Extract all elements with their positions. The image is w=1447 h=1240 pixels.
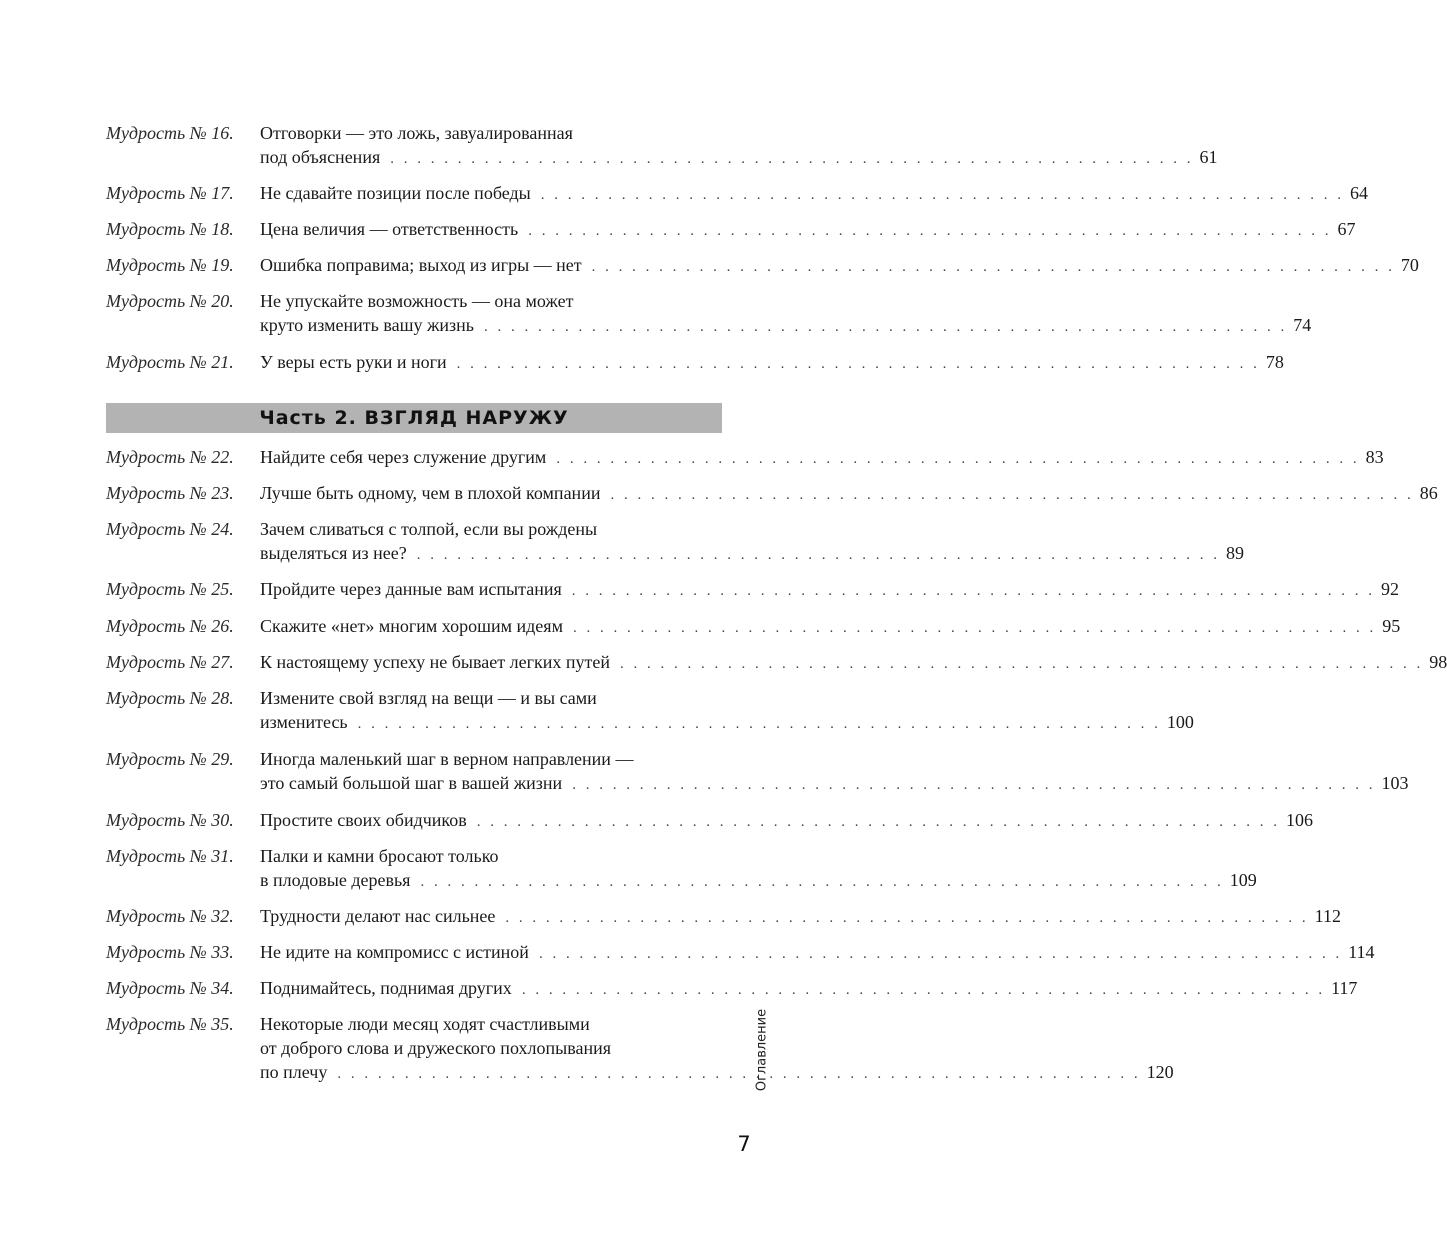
toc-entry-25[interactable] bbox=[106, 577, 1399, 603]
page-ref: 98 bbox=[1429, 652, 1447, 672]
dot-leader: . . . . . . . . . . . . . . . . . . . . . . . . . . . . . . . . . . . . . . . . . . . . . . . . . . . . . . . . . . . . bbox=[538, 946, 1343, 962]
entry-title-line: К настоящему успеху не бывает легких путей bbox=[260, 652, 610, 672]
dot-leader: . . . . . . . . . . . . . . . . . . . . . . . . . . . . . . . . . . . . . . . . . . . . . . . . . . . . . . . . . . . . bbox=[390, 151, 1194, 167]
page-ref: 103 bbox=[1381, 773, 1409, 793]
dot-leader: . . . . . . . . . . . . . . . . . . . . . . . . . . . . . . . . . . . . . . . . . . . . . . . . . . . . . . . . . . . . bbox=[456, 356, 1260, 372]
dot-leader: . . . . . . . . . . . . . . . . . . . . . . . . . . . . . . . . . . . . . . . . . . . . . . . . . . . . . . . . . . . . bbox=[619, 656, 1424, 672]
entry-title-line: под объяснения bbox=[260, 147, 381, 167]
dot-leader: . . . . . . . . . . . . . . . . . . . . . . . . . . . . . . . . . . . . . . . . . . . . . . . . . . . . . . . . . . . . bbox=[357, 716, 1161, 732]
dot-leader: . . . . . . . . . . . . . . . . . . . . . . . . . . . . . . . . . . . . . . . . . . . . . . . . . . . . . . . . . . . . bbox=[591, 259, 1395, 275]
wisdom-label: Мудрость № 16. bbox=[106, 123, 234, 143]
toc-entry-34[interactable] bbox=[106, 976, 1358, 1002]
dot-leader: . . . . . . . . . . . . . . . . . . . . . . . . . . . . . . . . . . . . . . . . . . . . . . . . . . . . . . . . . . . . bbox=[521, 982, 1326, 998]
entry-title-line: изменитесь bbox=[260, 712, 348, 732]
wisdom-label: Мудрость № 27. bbox=[106, 652, 234, 672]
entry-title-line: по плечу bbox=[260, 1062, 328, 1082]
page-ref: 106 bbox=[1286, 810, 1314, 830]
wisdom-label: Мудрость № 25. bbox=[106, 579, 234, 599]
entry-title-line: Палки и камни бросают только bbox=[260, 846, 499, 866]
page-ref: 95 bbox=[1382, 616, 1401, 636]
wisdom-label: Мудрость № 35. bbox=[106, 1014, 234, 1034]
dot-leader: . . . . . . . . . . . . . . . . . . . . . . . . . . . . . . . . . . . . . . . . . . . . . . . . . . . . . . . . . . . . bbox=[610, 487, 1414, 503]
dot-leader: . . . . . . . . . . . . . . . . . . . . . . . . . . . . . . . . . . . . . . . . . . . . . . . . . . . . . . . . . . . . bbox=[572, 777, 1376, 793]
wisdom-label: Мудрость № 28. bbox=[106, 688, 234, 708]
running-head-contents bbox=[752, 1005, 772, 1095]
toc-entry-21[interactable] bbox=[106, 350, 1284, 376]
entry-title-line: это самый большой шаг в вашей жизни bbox=[260, 773, 563, 793]
dot-leader: . . . . . . . . . . . . . . . . . . . . . . . . . . . . . . . . . . . . . . . . . . . . . . . . . . . . . . . . . . . . bbox=[556, 451, 1360, 467]
wisdom-label: Мудрость № 21. bbox=[106, 352, 234, 372]
toc-entry-27[interactable] bbox=[106, 650, 1447, 676]
page-ref: 120 bbox=[1146, 1062, 1174, 1082]
dot-leader: . . . . . . . . . . . . . . . . . . . . . . . . . . . . . . . . . . . . . . . . . . . . . . . . . . . . . . . . . . . . bbox=[337, 1066, 1141, 1082]
dot-leader: . . . . . . . . . . . . . . . . . . . . . . . . . . . . . . . . . . . . . . . . . . . . . . . . . . . . . . . . . . . . bbox=[528, 223, 1332, 239]
entry-title-line: Отговорки — это ложь, завуалированная bbox=[260, 123, 573, 143]
page-ref: 112 bbox=[1314, 906, 1341, 926]
dot-leader: . . . . . . . . . . . . . . . . . . . . . . . . . . . . . . . . . . . . . . . . . . . . . . . . . . . . . . . . . . . . bbox=[540, 187, 1344, 203]
wisdom-label: Мудрость № 18. bbox=[106, 219, 234, 239]
entry-title-line: выделяться из нее? bbox=[260, 543, 407, 563]
toc-entry-24[interactable] bbox=[106, 517, 1244, 567]
entry-title-line: в плодовые деревья bbox=[260, 870, 411, 890]
toc-entry-28[interactable] bbox=[106, 686, 1194, 736]
page-ref: 117 bbox=[1331, 978, 1358, 998]
entry-title-line: Не упускайте возможность — она может bbox=[260, 291, 574, 311]
wisdom-label: Мудрость № 31. bbox=[106, 846, 234, 866]
page-ref: 67 bbox=[1337, 219, 1356, 239]
entry-title-line: Лучше быть одному, чем в плохой компании bbox=[260, 483, 601, 503]
page-ref: 89 bbox=[1225, 543, 1244, 563]
toc-entry-16[interactable] bbox=[106, 121, 1218, 171]
dot-leader: . . . . . . . . . . . . . . . . . . . . . . . . . . . . . . . . . . . . . . . . . . . . . . . . . . . . . . . . . . . . bbox=[505, 910, 1309, 926]
toc-entry-23[interactable] bbox=[106, 481, 1438, 507]
entry-title-line: круто изменить вашу жизнь bbox=[260, 315, 474, 335]
entry-title-line: Не идите на компромисс с истиной bbox=[260, 942, 529, 962]
dot-leader: . . . . . . . . . . . . . . . . . . . . . . . . . . . . . . . . . . . . . . . . . . . . . . . . . . . . . . . . . . . . bbox=[483, 319, 1288, 335]
dot-leader: . . . . . . . . . . . . . . . . . . . . . . . . . . . . . . . . . . . . . . . . . . . . . . . . . . . . . . . . . . . . bbox=[420, 874, 1224, 890]
wisdom-label: Мудрость № 22. bbox=[106, 447, 234, 467]
page-ref: 70 bbox=[1400, 255, 1419, 275]
entry-title-line: Иногда маленький шаг в верном направлении — bbox=[260, 749, 634, 769]
toc-entry-22[interactable] bbox=[106, 445, 1384, 471]
page-ref: 100 bbox=[1166, 712, 1194, 732]
toc-entry-26[interactable] bbox=[106, 614, 1401, 640]
toc-entry-33[interactable] bbox=[106, 940, 1375, 966]
wisdom-label: Мудрость № 19. bbox=[106, 255, 234, 275]
entry-title-line: Пройдите через данные вам испытания bbox=[260, 579, 562, 599]
wisdom-label: Мудрость № 23. bbox=[106, 483, 234, 503]
dot-leader: . . . . . . . . . . . . . . . . . . . . . . . . . . . . . . . . . . . . . . . . . . . . . . . . . . . . . . . . . . . . bbox=[572, 620, 1377, 636]
entry-title-line: Ошибка поправима; выход из игры — нет bbox=[260, 255, 582, 275]
wisdom-label: Мудрость № 20. bbox=[106, 291, 234, 311]
wisdom-label: Мудрость № 26. bbox=[106, 616, 234, 636]
entry-title-line: Цена величия — ответственность bbox=[260, 219, 519, 239]
toc-entry-31[interactable] bbox=[106, 844, 1257, 894]
entry-title-line: Простите своих обидчиков bbox=[260, 810, 467, 830]
running-head-text: Оглавление bbox=[754, 1008, 770, 1092]
page-number: 7 bbox=[737, 1132, 751, 1156]
toc-entry-29[interactable] bbox=[106, 747, 1409, 797]
entry-title-line: Поднимайтесь, поднимая других bbox=[260, 978, 512, 998]
entry-title-line: Измените свой взгляд на вещи — и вы сами bbox=[260, 688, 597, 708]
page-ref: 114 bbox=[1348, 942, 1375, 962]
page-ref: 78 bbox=[1265, 352, 1284, 372]
dot-leader: . . . . . . . . . . . . . . . . . . . . . . . . . . . . . . . . . . . . . . . . . . . . . . . . . . . . . . . . . . . . bbox=[476, 814, 1281, 830]
entry-title-line: Скажите «нет» многим хорошим идеям bbox=[260, 616, 563, 636]
toc-entry-19[interactable] bbox=[106, 253, 1419, 279]
wisdom-label: Мудрость № 24. bbox=[106, 519, 234, 539]
dot-leader: . . . . . . . . . . . . . . . . . . . . . . . . . . . . . . . . . . . . . . . . . . . . . . . . . . . . . . . . . . . . bbox=[571, 583, 1375, 599]
page-ref: 61 bbox=[1199, 147, 1218, 167]
page-ref: 86 bbox=[1419, 483, 1438, 503]
toc-entry-30[interactable] bbox=[106, 808, 1314, 834]
page-ref: 83 bbox=[1365, 447, 1384, 467]
entry-title-line: Найдите себя через служение другим bbox=[260, 447, 547, 467]
page-ref: 92 bbox=[1381, 579, 1399, 599]
dot-leader: . . . . . . . . . . . . . . . . . . . . . . . . . . . . . . . . . . . . . . . . . . . . . . . . . . . . . . . . . . . . bbox=[416, 547, 1220, 563]
entry-title-line: Трудности делают нас сильнее bbox=[260, 906, 496, 926]
wisdom-label: Мудрость № 33. bbox=[106, 942, 234, 962]
entry-title-line: Не сдавайте позиции после победы bbox=[260, 183, 531, 203]
toc-entry-20[interactable] bbox=[106, 289, 1312, 339]
page-ref: 74 bbox=[1293, 315, 1312, 335]
entry-title-line: У веры есть руки и ноги bbox=[260, 352, 447, 372]
page-ref: 64 bbox=[1350, 183, 1368, 203]
wisdom-label: Мудрость № 17. bbox=[106, 183, 234, 203]
page-ref: 109 bbox=[1229, 870, 1257, 890]
entry-title-line: Зачем сливаться с толпой, если вы рождены bbox=[260, 519, 598, 539]
entry-title-line: Некоторые люди месяц ходят счастливыми bbox=[260, 1014, 590, 1034]
entry-title-line: от доброго слова и дружеского похлопывания bbox=[260, 1038, 611, 1058]
wisdom-label: Мудрость № 34. bbox=[106, 978, 234, 998]
wisdom-label: Мудрость № 32. bbox=[106, 906, 234, 926]
toc-entry-32[interactable] bbox=[106, 904, 1341, 930]
wisdom-label: Мудрость № 29. bbox=[106, 749, 234, 769]
toc-entry-18[interactable] bbox=[106, 217, 1356, 243]
wisdom-label: Мудрость № 30. bbox=[106, 810, 234, 830]
toc-entry-17[interactable] bbox=[106, 181, 1368, 207]
part-2-header: Часть 2. ВЗГЛЯД НАРУЖУ bbox=[106, 403, 722, 433]
